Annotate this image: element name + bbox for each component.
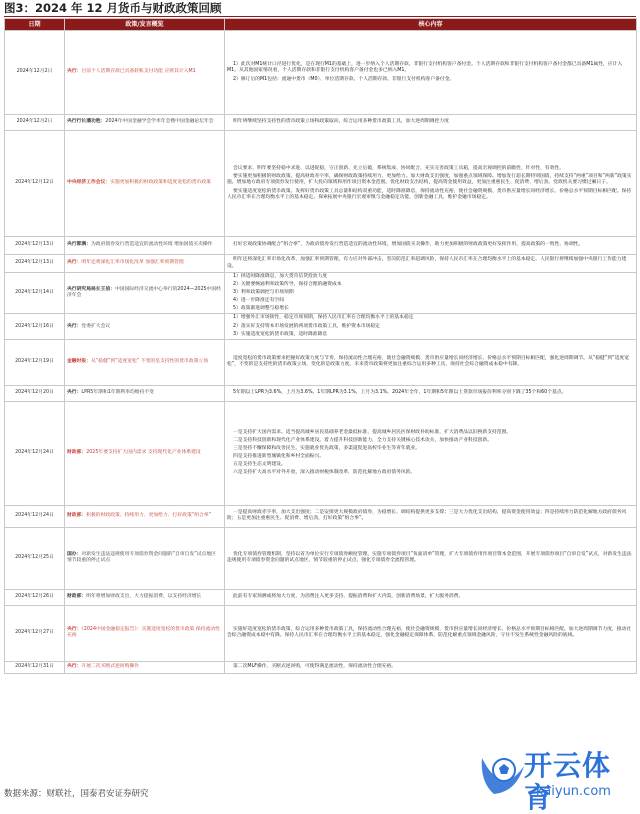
content-paragraph: 打好宏观政策协调配合“组合拳”，为政府债券发行营造适宜的流动性环境，增加国债买卖操作，助力更加积极的财政政策更好发挥作用，提高政策的一致性、协调性。: [233, 242, 584, 248]
row-policy-title: [65, 401, 225, 505]
row-policy-source: 央行郭满：: [67, 242, 91, 248]
row-core-content: [225, 605, 637, 661]
row-date: 2024年12月31日: [5, 661, 65, 673]
header-core-content: 核心内容: [225, 19, 637, 31]
content-paragraph: 六是支持扩大高水平对外开放，深入推动财税体制改革，防范化解地方政府债务风险。: [233, 470, 416, 476]
row-policy-source: 央行：: [67, 390, 82, 396]
table-row: [5, 661, 637, 673]
table-row: [5, 339, 637, 385]
row-date: 2024年12月2日: [5, 115, 65, 131]
content-paragraph: 适度宽松的货币政策要求把握好政策力度与节奏，保持流动性合理充裕，使社会融资规模、货币供应量增长同经济增长、价格总水平预期目标相匹配，强化逆周期调节。从“稳健”到“适度宽松”，不变的是支持性的货币政策立场，变化的是政策力度。未来货币政策将更加注重综合运用多种工具，保持社会综合融资成本稳中有降。: [227, 356, 630, 368]
table-row: [5, 237, 637, 255]
row-date: 2024年12月14日: [5, 273, 65, 314]
row-policy-summary: 从“稳健”到“适度宽松” 不变的是支持性的货币政策立场: [91, 359, 208, 365]
row-date: 2024年12月24日: [5, 505, 65, 527]
table-row: [5, 385, 637, 401]
row-policy-title: [65, 527, 225, 589]
content-paragraph: 1）择适时降准降息，加大货币信贷投放力度: [233, 274, 328, 279]
content-paragraph: 会议要求，明年要坚持稳中求进、以进促稳，守正创新、先立后破，系统集成、协同配合，充实完善政策工具箱，提高宏观调控的前瞻性、针对性、有效性。: [233, 166, 564, 172]
figure-title: 图3：2024 年 12 月货币与财政政策回顾: [4, 1, 636, 17]
content-paragraph: 5年期以上LPR为3.6%，上月为3.6%。1年期LPR为3.1%，上月为3.1%。2024年全年，1年期和5年期以上贷款市场报价利率分别下降了35个和60个基点。: [233, 390, 567, 396]
row-policy-title: [65, 605, 225, 661]
content-paragraph: 2）关键要畅通利率政策传导，保持合理的融资成本: [233, 282, 342, 288]
table-row: [5, 589, 637, 605]
row-policy-summary: 积极的财政政策、持续用力、更加给力、打好政策“组合拳”: [86, 513, 212, 519]
row-date: 2024年12月26日: [5, 589, 65, 605]
content-paragraph: 五是支持生态文明建设。: [233, 462, 286, 468]
content-paragraph: 三是坚持不懈保障和改善民生。实施就业优先政策，多渠道促进高校毕业生等青年就业。: [233, 446, 421, 452]
row-policy-summary: 明年将增加财政支出，大力提振消费，以支持经济增长: [86, 594, 202, 600]
row-policy-source: 央行行长潘功胜：: [67, 119, 106, 125]
row-core-content: [225, 339, 637, 385]
row-policy-summary: 2024年中国金融学会学术年会暨中国金融论坛年会: [105, 119, 214, 125]
row-date: 2024年12月2日: [5, 31, 65, 115]
content-paragraph: 四是支持推进新型城镇化和乡村全面振兴。: [233, 454, 325, 460]
row-core-content: [225, 273, 637, 314]
content-paragraph: 一是支持扩大国内需求。适当提高城乡居民基础养老金最低标准，提高城乡居民医保财政补助标准，扩大消费品以旧换新支持范围。: [233, 429, 512, 435]
row-policy-summary: 为政府债券发行营造适宜的流动性环境 增加国债买卖操作: [91, 242, 213, 248]
row-date: 2024年12月13日: [5, 237, 65, 255]
policy-review-table: [4, 18, 637, 674]
row-core-content: [225, 661, 637, 673]
table-row: [5, 115, 637, 131]
content-paragraph: 5）政策渐进调整与稳增长: [233, 306, 289, 312]
row-policy-summary: 中国国际经济交流中心举行的2024—2025中国经济年会: [67, 287, 221, 299]
row-policy-title: [65, 589, 225, 605]
row-core-content: [225, 385, 637, 401]
row-date: 2024年12月13日: [5, 255, 65, 273]
row-core-content: [225, 237, 637, 255]
row-policy-title: [65, 31, 225, 115]
row-date: 2024年12月12日: [5, 131, 65, 237]
table-row: [5, 31, 637, 115]
row-policy-source: 国办：: [67, 552, 82, 558]
content-paragraph: 3）利率政策调控与市场预期: [233, 290, 294, 296]
row-core-content: [225, 401, 637, 505]
table-header-row: [5, 19, 637, 31]
row-policy-summary: 明年还将深化汇率市场化改革 加强汇率预期管理: [81, 260, 184, 266]
watermark-logo: [476, 748, 638, 814]
content-paragraph: 要实施更加积极的财政政策。提高财政赤字率，确保财政政策持续用力、更加给力。加大财政支出强度，加强重点领域保障。增加发行超长期特别国债，持续支持“两重”项目和“两新”政策实施。增加地方政府专项债券发行使用，扩大投向领域和用作项目资本金范围。优化财政支出结构，提高资金使用效益，更加注重惠民生、促消费、增后劲。党政机关要习惯过紧日子。: [227, 174, 632, 186]
content-paragraph: 1）增强外汇市场韧性，稳定市场预期，保持人民币汇率在合理均衡水平上的基本稳定: [233, 315, 414, 321]
content-paragraph: 4）进一步降准还有空间: [233, 298, 285, 304]
table-row: [5, 605, 637, 661]
table-row: [5, 401, 637, 505]
row-core-content: [225, 527, 637, 589]
row-policy-summary: 党委扩大会议: [81, 323, 111, 329]
row-policy-summary: 实施更加积极的财政政策和适度宽松的货币政策: [110, 180, 211, 186]
row-core-content: [225, 131, 637, 237]
source-note: 数据来源：财联社，国泰君安证券研究: [4, 789, 149, 799]
row-core-content: [225, 31, 637, 115]
row-policy-source: 金融时报：: [67, 359, 91, 365]
row-date: 2024年12月16日: [5, 314, 65, 339]
content-paragraph: 明年将继续坚持支持性的货币政策立场和政策取向，综合运用多种货币政策工具，加大逆周期调控力度: [233, 119, 449, 125]
row-policy-title: [65, 255, 225, 273]
row-core-content: [225, 255, 637, 273]
row-policy-source: 央行：: [67, 627, 82, 633]
row-core-content: [225, 589, 637, 605]
content-paragraph: 要实施适度宽松的货币政策。发挥好货币政策工具总量和结构双重功能，适时降准降息，保持流动性充裕，使社会融资规模、货币供应量增长同经济增长、价格总水平预期目标相匹配。保持人民币汇率在合理均衡水平上的基本稳定。探索拓展中央银行宏观审慎与金融稳定功能，创新金融工具，维护金融市场稳定。: [227, 188, 632, 200]
row-policy-summary: 开展二次买断式逆回购操作: [81, 664, 139, 670]
soccer-ball-icon: [476, 748, 528, 800]
row-policy-source: 央行：: [67, 260, 82, 266]
row-policy-summary: LPR5年期和1年期利率均维持不变: [81, 390, 154, 396]
content-paragraph: 2）落实好支持资本市场发展的两项货币政策工具，维护资本市场稳定: [233, 323, 380, 329]
content-paragraph: 一是提高财政赤字率，加大支出强度；二是安排更大规模政府债券，为稳增长、调结构提供更多支撑；三是大力优化支出结构，提高资金使用效益；四是持续用力防范化解地方政府债务风险；五是更加注重惠民生、促消费、增后劲，打好政策“组合拳”。: [227, 510, 627, 522]
watermark-brand: 开云体育: [524, 749, 612, 814]
row-policy-title: [65, 385, 225, 401]
table-row: [5, 273, 637, 314]
row-policy-title: [65, 131, 225, 237]
row-policy-source: 央行：: [67, 69, 82, 75]
table-row: [5, 255, 637, 273]
row-policy-title: [65, 339, 225, 385]
row-policy-title: [65, 314, 225, 339]
table-row: [5, 527, 637, 589]
row-policy-summary: 《2024中国金融稳定报告》：实施适度宽松的货币政策 保持流动性充裕: [67, 627, 220, 639]
row-policy-source: 财政部：: [67, 594, 87, 600]
row-policy-title: [65, 115, 225, 131]
row-date: 2024年12月19日: [5, 339, 65, 385]
row-policy-title: [65, 505, 225, 527]
header-date: 日期: [5, 19, 65, 31]
row-date: 2024年12月24日: [5, 401, 65, 505]
content-paragraph: 实施好适度宽松的货币政策，综合运用多种货币政策工具，保持流动性合理充裕，使社会融资规模、货币供应量增长同经济增长、价格总水平预期目标相匹配。加大逆周期调节力度，推动社会综合融资成本稳中有降。保持人民币汇率在合理均衡水平上的基本稳定，强化金融稳定保障体系，防范化解重点领域金融风险，守住不发生系统性金融风险的底线。: [227, 627, 632, 639]
content-paragraph: 第二次MLF操作，买断式逆回购，可使得满足流动性，保持流动性合理充裕。: [233, 664, 397, 670]
table-row: [5, 131, 637, 237]
row-core-content: [225, 314, 637, 339]
content-paragraph: 此前有专家预测或将加大力度，为消费注入更多支持，提振消费和扩大内需，创新消费场景，扩大服务消费。: [233, 594, 464, 600]
row-date: 2024年12月20日: [5, 385, 65, 401]
content-paragraph: 二是支持科技创新和现代化产业体系建设。着力提升科技创新能力，全力支持关键核心技术攻关，加快推动产业科技创新。: [233, 438, 493, 444]
row-date: 2024年12月27日: [5, 605, 65, 661]
row-core-content: [225, 505, 637, 527]
row-policy-title: [65, 661, 225, 673]
row-policy-source: 央行：: [67, 664, 82, 670]
row-policy-source: 财政部：: [67, 513, 87, 519]
row-date: 2024年12月25日: [5, 527, 65, 589]
table-row: [5, 314, 637, 339]
table-row: [5, 505, 637, 527]
content-paragraph: 3）实施适度宽松的货币政策，适时降准降息: [233, 331, 328, 337]
row-core-content: [225, 115, 637, 131]
header-policy-overview: 政策/发言概览: [65, 19, 225, 31]
content-paragraph: 明年还将深化汇率市场化改革，加强汇率预期管理，有力应对外部冲击，坚决防范汇率超调风险，保持人民币汇率在合理均衡水平上的基本稳定。人民银行将继续加强中央银行工作能力建设。: [227, 257, 627, 269]
watermark-url: kaiyun.com: [536, 784, 611, 799]
row-policy-title: [65, 237, 225, 255]
row-policy-title: [65, 273, 225, 314]
content-paragraph: 1）此次对M1统计口径进行优化，是在现行M1的基础上，进一步纳入个人活期存款、非银行支付机构客户备付金。个人活期存款和非银行支付机构客户备付金都已具备M1属性，应计入M1。从其他国家情况看，个人活期存款和非银行支付机构客户备付金也多已纳入M1。: [227, 62, 623, 74]
row-policy-source: 央行：: [67, 323, 82, 329]
row-policy-source: 中央经济工作会议：: [67, 180, 111, 186]
row-policy-summary: 目前个人活期存款已具备转账支付功能 应将其计入M1: [81, 69, 196, 75]
content-paragraph: 2）修订后的M1包括：流通中货币（M0）、单位活期存款、个人活期存款、非银行支付机构客户备付金。: [233, 76, 455, 82]
row-policy-summary: 对新发生违法违规使用专项债券资金问题的“自审自发”试点地区 情节较重的停止试点: [67, 552, 216, 564]
row-policy-source: 央行研究局局长王信：: [67, 287, 115, 293]
row-policy-summary: 2025年要支持扩大国内需求 支持现代化产业体系建设: [86, 450, 201, 456]
content-paragraph: 优化专项债券管理机制，坚持以省为单位实行专项债券额度管理，实施专项债券项目“负面清单”管理，扩大专项债券用作项目资本金范围，开展专项债券项目“自审自发”试点，对新发生违法违规使用专项债券资金问题的试点地区，情节较重的停止试点，强化专项债券全流程管理。: [227, 552, 632, 564]
row-policy-source: 财政部：: [67, 450, 87, 456]
